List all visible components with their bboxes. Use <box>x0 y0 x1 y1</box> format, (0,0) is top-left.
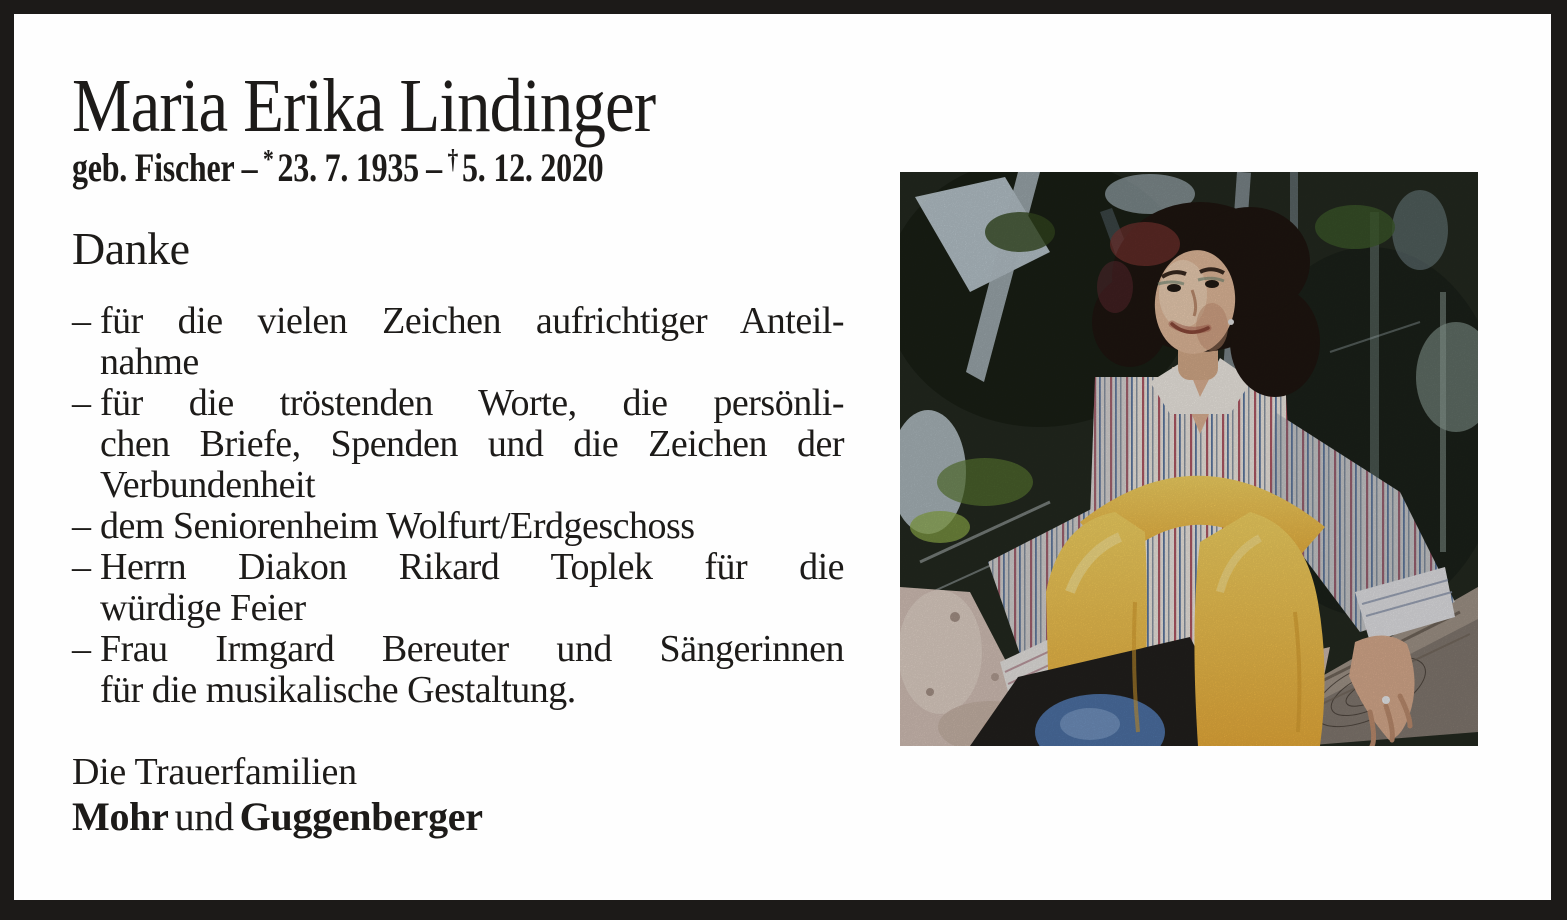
thanks-list <box>72 301 844 711</box>
portrait-photo-illustration <box>900 172 1478 746</box>
notice-card <box>14 14 1551 900</box>
closing-block <box>72 750 483 840</box>
family-name-guggenberger: Guggenberger <box>239 794 483 839</box>
thanks-line <box>72 383 844 424</box>
list-dash-marker: – <box>72 546 91 588</box>
birth-name: geb. Fischer <box>72 145 235 190</box>
list-dash-marker: – <box>72 505 91 547</box>
mourning-families-label: Die Trauerfamilien <box>72 751 357 793</box>
thanks-line-text: Herrn Diakon Rikard Toplek für die <box>100 546 844 588</box>
death-dagger-icon: † <box>447 144 459 174</box>
thanks-line <box>72 547 844 588</box>
thanks-line <box>72 301 844 342</box>
birth-star-icon: * <box>262 144 274 174</box>
list-dash-marker: – <box>72 300 91 342</box>
thanks-line-text: würdige Feier <box>100 587 306 629</box>
family-name-mohr: Mohr <box>72 794 169 839</box>
life-dates <box>72 146 603 188</box>
thanks-line <box>72 670 844 711</box>
dash-separator: – <box>241 145 258 190</box>
thanks-line <box>72 342 844 383</box>
thanks-line <box>72 465 844 506</box>
birth-date: 23. 7. 1935 <box>277 145 419 190</box>
list-dash-marker: – <box>72 382 91 424</box>
thanks-line-text: für die musikalische Gestaltung. <box>100 669 576 711</box>
thanks-line-text: Verbundenheit <box>100 464 316 506</box>
dash-separator: – <box>426 145 442 190</box>
thanks-line <box>72 629 844 670</box>
death-date: 5. 12. 2020 <box>462 145 604 190</box>
thanks-line <box>72 588 844 629</box>
thanks-line-text: nahme <box>100 341 199 383</box>
thanks-line-text: für die tröstenden Worte, die persönli- <box>100 382 844 424</box>
list-dash-marker: – <box>72 628 91 670</box>
thanks-line-text: chen Briefe, Spenden und die Zeichen der <box>100 423 844 465</box>
thanks-line <box>72 424 844 465</box>
thanks-heading: Danke <box>72 223 190 274</box>
portrait-photo <box>900 172 1478 746</box>
thanks-line-text: Frau Irmgard Bereuter und Sängerinnen <box>100 628 844 670</box>
family-names <box>72 794 483 840</box>
deceased-name: Maria Erika Lindinger <box>72 64 656 148</box>
thanks-line <box>72 506 844 547</box>
thanks-line-text: dem Seniorenheim Wolfurt/Erdgeschoss <box>100 505 695 547</box>
conjunction: und <box>174 794 234 839</box>
thanks-line-text: für die vielen Zeichen aufrichtiger Anteil- <box>100 300 844 342</box>
